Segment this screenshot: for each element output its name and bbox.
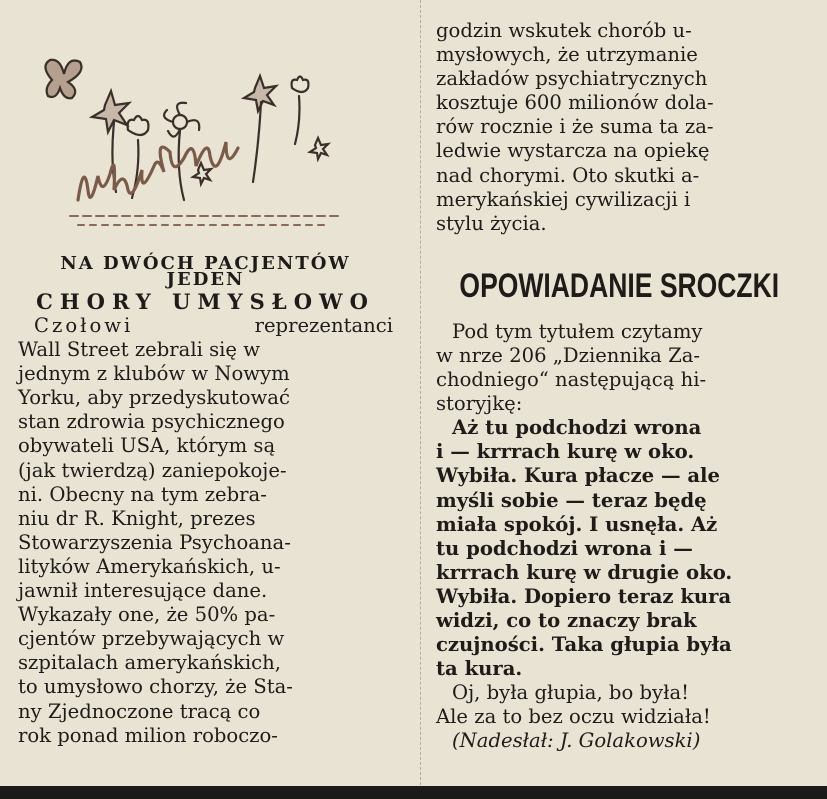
article-line: obywateli USA, którym są bbox=[18, 434, 276, 458]
left-article bbox=[18, 254, 393, 748]
article-line: merykańskiej cywilizacji i bbox=[436, 187, 691, 211]
flowers-icon bbox=[45, 60, 340, 225]
article-line: storyjkę: bbox=[436, 392, 523, 416]
article-line: stylu życia. bbox=[436, 211, 547, 235]
article-line: rów rocznie i że suma ta za- bbox=[436, 115, 714, 139]
article-line: Wykazały one, że 50% pa- bbox=[18, 603, 276, 627]
article-line: zakładów psychiatrycznych bbox=[436, 67, 708, 91]
section-title: OPOWIADANIE SROCZKI bbox=[459, 266, 780, 305]
story-line: widzi, co to znaczy brak bbox=[436, 608, 697, 632]
story-line: ta kura. bbox=[436, 657, 523, 681]
left-article-body bbox=[18, 314, 393, 748]
story-line: krrrach kurę w drugie oko. bbox=[436, 560, 733, 584]
story-line: i — krrrach kurę w oko. bbox=[436, 440, 695, 464]
story-article bbox=[436, 320, 814, 754]
article-line: chodniego“ następującą hi- bbox=[436, 368, 707, 392]
article-line: kosztuje 600 milionów dola- bbox=[436, 91, 714, 115]
article-line: lityków Amerykańskich, u- bbox=[18, 554, 281, 578]
article-line: Pod tym tytułem czytamy bbox=[452, 319, 703, 343]
signature: (Nadesłał: J. Golakowski) bbox=[452, 729, 701, 753]
article-line: w nrze 206 „Dziennika Za- bbox=[436, 343, 701, 367]
article-line: (jak twierdzą) zaniepokoje- bbox=[18, 458, 287, 482]
headline-top: NA DWÓCH PACJENTÓW bbox=[60, 253, 351, 274]
article-line: Yorku, aby przedyskutować bbox=[18, 386, 290, 410]
article-line: Czołowi reprezentanci bbox=[34, 314, 393, 337]
article-line: nad chorymi. Oto skutki a- bbox=[436, 163, 700, 187]
article-line: Oj, była głupia, bo była! bbox=[452, 681, 690, 705]
story-line: tu podchodzi wrona i — bbox=[436, 536, 693, 560]
column-divider bbox=[420, 0, 421, 785]
story-line: miała spokój. I usnęła. Aż bbox=[436, 512, 718, 536]
article-line: godzin wskutek chorób u- bbox=[436, 19, 692, 42]
article-line: to umysłowo chorzy, że Sta- bbox=[18, 675, 293, 699]
article-line: Wall Street zebrali się w bbox=[18, 338, 261, 362]
article-line: niu dr R. Knight, prezes bbox=[18, 506, 256, 530]
article-line: szpitalach amerykańskich, bbox=[18, 651, 281, 675]
continued-article bbox=[436, 19, 814, 236]
story-line: Wybiła. Dopiero teraz kura bbox=[436, 584, 732, 608]
story-line: czujności. Taka głupia była bbox=[436, 633, 732, 657]
article-line: ni. Obecny na tym zebra- bbox=[18, 482, 267, 506]
headline-mid: JEDEN bbox=[166, 269, 245, 290]
article-line: cjentów przebywających w bbox=[18, 627, 285, 651]
story-line: Wybiła. Kura płacze — ale bbox=[436, 464, 720, 488]
article-line: ledwie wystarcza na opiekę bbox=[436, 139, 710, 163]
headline-main: CHORY UMYSŁOWO bbox=[36, 289, 375, 314]
article-line: jednym z klubów w Nowym bbox=[18, 362, 290, 386]
kwiatki-logo bbox=[30, 50, 360, 235]
story-line: Aż tu podchodzi wrona bbox=[452, 416, 702, 440]
article-line: rok ponad milion roboczo- bbox=[18, 723, 278, 747]
article-line: Ale za to bez oczu widziała! bbox=[436, 705, 711, 729]
article-line: mysłowych, że utrzymanie bbox=[436, 43, 698, 67]
story-line: myśli sobie — teraz będę bbox=[436, 488, 707, 512]
right-column bbox=[436, 19, 814, 754]
article-line: jawnił interesujące dane. bbox=[18, 579, 268, 603]
bottom-rule bbox=[0, 786, 827, 799]
article-line: Stowarzyszenia Psychoana- bbox=[18, 530, 291, 554]
article-line: stan zdrowia psychicznego bbox=[18, 410, 285, 434]
article-line: ny Zjednoczone tracą co bbox=[18, 699, 261, 723]
